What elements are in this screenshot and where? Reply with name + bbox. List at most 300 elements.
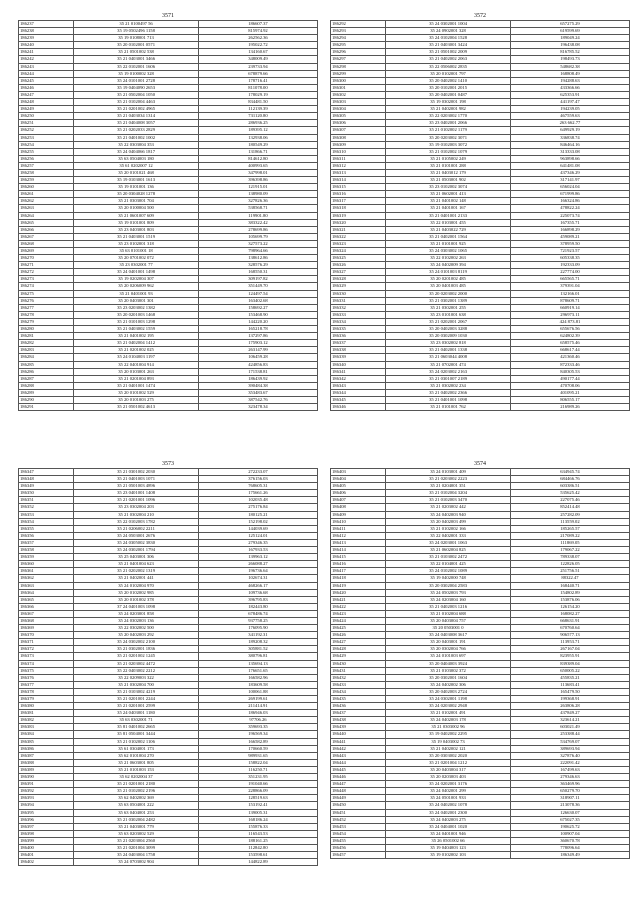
table-row — [19, 63, 318, 70]
amount-cell: 603386.51 — [510, 483, 629, 490]
record-id-cell: 186345 — [331, 396, 386, 403]
table-row — [19, 774, 318, 781]
amount-cell: 113559.02 — [510, 518, 629, 525]
cadastral-code-cell: 35 21 0403001 779 — [74, 823, 199, 830]
record-id-cell: 186334 — [331, 318, 386, 325]
table-row — [331, 347, 630, 354]
amount-cell: 279346.63 — [510, 774, 629, 781]
table-row — [331, 497, 630, 504]
table-row — [19, 575, 318, 582]
record-id-cell: 186419 — [331, 582, 386, 589]
cadastral-code-cell: 35 20 0402001 0487 — [386, 91, 511, 98]
amount-cell: 168440.71 — [510, 582, 629, 589]
record-id-cell: 186370 — [19, 632, 74, 639]
cadastral-code-cell: 35 21 0402001 1564 — [386, 233, 511, 240]
record-id-cell: 186344 — [331, 389, 386, 396]
cadastral-code-cell: 35 81 0401002 2665 — [74, 724, 199, 731]
table-row — [331, 63, 630, 70]
table-row — [331, 568, 630, 575]
amount-cell: 323614.21 — [510, 717, 629, 724]
record-id-cell: 186354 — [19, 518, 74, 525]
record-id-cell: 186347 — [19, 469, 74, 476]
record-id-cell: 186372 — [19, 646, 74, 653]
cadastral-code-cell: 35 21 0102004 688 — [386, 610, 511, 617]
cadastral-code-cell: 35 21 0105002 249 — [386, 155, 511, 162]
amount-cell: 182443.80 — [198, 603, 317, 610]
record-id-cell: 186307 — [331, 127, 386, 134]
cadastral-code-cell: 35 21 0402002 2063 — [386, 56, 511, 63]
amount-cell: 152198.02 — [198, 518, 317, 525]
amount-cell: 121915.01 — [198, 184, 317, 191]
amount-cell: 467559.63 — [510, 113, 629, 120]
cadastral-code-cell: 37 24 0401003 1098 — [74, 603, 199, 610]
amount-cell: 139963.12 — [198, 554, 317, 561]
record-id-cell: 186392 — [19, 788, 74, 795]
amount-cell: 675027.35 — [510, 816, 629, 823]
cadastral-code-cell: 35 20 0201002 485 — [386, 276, 511, 283]
amount-cell: 323478.34 — [198, 404, 317, 411]
table-row — [331, 710, 630, 717]
cadastral-code-cell: 35 24 0302001 1198 — [386, 696, 511, 703]
cadastral-code-cell: 35 21 0303001 704 — [74, 198, 199, 205]
amount-cell: 227075.46 — [510, 497, 629, 504]
record-id-cell: 186425 — [331, 625, 386, 632]
table-row — [331, 35, 630, 42]
cadastral-code-cell: 35 24 0202001 3176 — [386, 781, 511, 788]
record-id-cell: 186390 — [19, 774, 74, 781]
record-id-cell: 186312 — [331, 162, 386, 169]
amount-cell: 194288.63 — [510, 77, 629, 84]
table-row — [331, 667, 630, 674]
record-id-cell: 186306 — [331, 120, 386, 127]
record-id-cell: 186381 — [19, 710, 74, 717]
amount-cell: 222091.42 — [510, 759, 629, 766]
cadastral-code-cell: 35 21 0103002 372 — [386, 667, 511, 674]
amount-cell: 131866.71 — [198, 148, 317, 155]
cadastral-code-cell: 35 21 0403012 179 — [386, 169, 511, 176]
cadastral-code-cell: 35 21 0501002 2009 — [386, 49, 511, 56]
amount-cell: 167933.53 — [198, 547, 317, 554]
table-row — [331, 582, 630, 589]
amount-cell: 176651.65 — [198, 667, 317, 674]
record-id-cell: 186406 — [331, 490, 386, 497]
record-id-cell: 186331 — [331, 297, 386, 304]
record-id-cell: 186452 — [331, 816, 386, 823]
table-row — [331, 240, 630, 247]
amount-cell: 353483.67 — [198, 389, 317, 396]
record-id-cell: 186305 — [331, 113, 386, 120]
cadastral-code-cell: 35 21 0201001 2180 — [74, 781, 199, 788]
record-id-cell: 186333 — [331, 311, 386, 318]
cadastral-code-cell: 35 63 0504001 222 — [74, 802, 199, 809]
cadastral-code-cell: 35 21 0402002 2366 — [386, 389, 511, 396]
amount-cell: 906577.13 — [510, 632, 629, 639]
cadastral-code-cell: 35 21 0401001 167 — [386, 205, 511, 212]
cadastral-code-cell: 35 24 0402003 940 — [386, 511, 511, 518]
table-row — [19, 70, 318, 77]
table-row — [19, 347, 318, 354]
record-id-cell: 186239 — [19, 35, 74, 42]
cadastral-code-cell: 35 20 0102001 0571 — [74, 42, 199, 49]
cadastral-code-cell: 35 20 0102001 797 — [386, 70, 511, 77]
record-id-cell: 186252 — [19, 127, 74, 134]
table-row — [331, 525, 630, 532]
cadastral-code-cell: 35 21 0201002 1245 — [74, 653, 199, 660]
record-id-cell: 186432 — [331, 674, 386, 681]
table-row — [331, 248, 630, 255]
amount-cell: 111869.05 — [510, 539, 629, 546]
cadastral-code-cell: 35 20 0404003 3924 — [386, 660, 511, 667]
amount-cell: 144039.69 — [198, 525, 317, 532]
record-id-cell: 186456 — [331, 844, 386, 851]
table-row — [331, 177, 630, 184]
cadastral-code-cell: 35 61 0202007 12 — [74, 162, 199, 169]
cadastral-code-cell: 35 21 0301007 2189 — [386, 375, 511, 382]
cadastral-code-cell: 35 24 0402009 394 — [386, 262, 511, 269]
cadastral-code-cell: 35 20 0402003 499 — [386, 518, 511, 525]
table-row — [331, 120, 630, 127]
amount-cell: 170660.59 — [198, 745, 317, 752]
cadastral-code-cell: 35 20 0302001 1604 — [386, 674, 511, 681]
amount-cell: 180549.29 — [198, 141, 317, 148]
cadastral-code-cell: 35 20 0402003 292 — [74, 632, 199, 639]
record-id-cell: 186339 — [331, 354, 386, 361]
record-id-cell: 186374 — [19, 660, 74, 667]
record-id-cell: 186387 — [19, 752, 74, 759]
record-id-cell: 186289 — [19, 389, 74, 396]
cadastral-code-cell: 35 21 0303002 96 — [386, 724, 511, 731]
table-row — [331, 148, 630, 155]
record-id-cell: 186254 — [19, 141, 74, 148]
amount-cell: 603021.49 — [510, 724, 629, 731]
cadastral-code-cell: 35 21 0402002 121 — [386, 745, 511, 752]
cadastral-code-cell: 35 24 0402003 178 — [386, 717, 511, 724]
amount-cell: 158822.04 — [198, 759, 317, 766]
amount-cell: 176095.90 — [198, 625, 317, 632]
amount-cell: 189208.32 — [198, 639, 317, 646]
ledger-table — [18, 20, 318, 411]
table-row — [331, 688, 630, 695]
record-id-cell: 186348 — [19, 476, 74, 483]
table-row — [331, 547, 630, 554]
table-row — [19, 42, 318, 49]
amount-cell: 186607.37 — [198, 21, 317, 28]
record-id-cell: 186418 — [331, 575, 386, 582]
table-row — [331, 311, 630, 318]
record-id-cell: 186274 — [19, 283, 74, 290]
table-row — [19, 155, 318, 162]
table-row — [19, 212, 318, 219]
table-row — [331, 297, 630, 304]
record-id-cell: 186375 — [19, 667, 74, 674]
cadastral-code-cell: 35 24 0501001 933 — [386, 795, 511, 802]
cadastral-code-cell: 35 24 0402002 306 — [386, 681, 511, 688]
cadastral-code-cell: 35 23 0403001 803 — [74, 226, 199, 233]
table-row — [331, 561, 630, 568]
table-row — [331, 198, 630, 205]
table-row — [19, 184, 318, 191]
cadastral-code-cell: 35 21 0103002 2472 — [386, 554, 511, 561]
record-id-cell: 186341 — [331, 368, 386, 375]
record-id-cell: 186291 — [19, 404, 74, 411]
table-row — [19, 795, 318, 802]
record-id-cell: 186279 — [19, 318, 74, 325]
amount-cell: 768605.31 — [198, 483, 317, 490]
cadastral-code-cell: 35 19 0404003 123 — [386, 844, 511, 851]
amount-cell: 668617.44 — [510, 347, 629, 354]
table-row — [331, 113, 630, 120]
cadastral-code-cell: 35 21 0102001 491 — [386, 710, 511, 717]
cadastral-code-cell: 35 21 0401001 1098 — [386, 396, 511, 403]
table-row — [331, 404, 630, 411]
record-id-cell: 186436 — [331, 703, 386, 710]
table-row — [19, 745, 318, 752]
record-id-cell: 186416 — [331, 561, 386, 568]
table-row — [19, 837, 318, 844]
table-row — [19, 226, 318, 233]
amount-cell: 684466.76 — [510, 476, 629, 483]
amount-cell: 178029.19 — [198, 91, 317, 98]
table-row — [331, 269, 630, 276]
amount-cell: 605338.35 — [510, 255, 629, 262]
table-row — [331, 476, 630, 483]
table-row — [331, 21, 630, 28]
amount-cell: 119901.80 — [198, 212, 317, 219]
record-id-cell: 186257 — [19, 162, 74, 169]
amount-cell: 163402.68 — [198, 297, 317, 304]
record-id-cell: 186318 — [331, 205, 386, 212]
record-id-cell: 186356 — [19, 532, 74, 539]
cadastral-code-cell: 35 81 0504001 3444 — [74, 731, 199, 738]
cadastral-code-cell: 35 21 0101003 1298 — [74, 318, 199, 325]
amount-cell: 126630.07 — [510, 809, 629, 816]
cadastral-code-cell: 35 24 0102004 970 — [74, 582, 199, 589]
cadastral-code-cell: 35 21 0302001 255 — [386, 304, 511, 311]
cadastral-code-cell: 35 21 0201002 4965 — [74, 106, 199, 113]
cadastral-code-cell: 35 21 0201002 025 — [74, 347, 199, 354]
table-row — [331, 653, 630, 660]
record-id-cell: 186415 — [331, 554, 386, 561]
cadastral-code-cell: 35 21 0403022 729 — [386, 226, 511, 233]
cadastral-code-cell: 35 21 0402001 1338 — [386, 347, 511, 354]
record-id-cell: 186260 — [19, 184, 74, 191]
table-row — [19, 497, 318, 504]
amount-cell: 168186.24 — [198, 816, 317, 823]
amount-cell: 383322.42 — [198, 219, 317, 226]
cadastral-code-cell: 35 20 0102001 2015 — [386, 84, 511, 91]
amount-cell: 317141.97 — [510, 177, 629, 184]
table-row — [19, 141, 318, 148]
cadastral-code-cell: 35 21 0702001 474 — [386, 361, 511, 368]
cadastral-code-cell: 35 23 0102002 3074 — [386, 184, 511, 191]
table-row — [19, 127, 318, 134]
table-row — [331, 290, 630, 297]
table-row — [331, 304, 630, 311]
table-row — [19, 710, 318, 717]
table-row — [331, 625, 630, 632]
table-row — [19, 148, 318, 155]
record-id-cell: 186440 — [331, 731, 386, 738]
table-row — [19, 625, 318, 632]
cadastral-code-cell: 35 21 0201004 3099 — [74, 844, 199, 851]
record-id-cell: 186355 — [19, 525, 74, 532]
cadastral-code-cell: 35 21 0602004 825 — [386, 547, 511, 554]
record-id-cell: 186273 — [19, 276, 74, 283]
cadastral-code-cell: 35 20 0302004 2583 — [386, 582, 511, 589]
cadastral-code-cell: 35 21 0402001 982 — [386, 106, 511, 113]
cadastral-code-cell: 35 21 0201004 893 — [74, 375, 199, 382]
cadastral-code-cell: 35 20 0103001 263 — [74, 368, 199, 375]
amount-cell: 455835.21 — [510, 674, 629, 681]
cadastral-code-cell: 35 21 0302001 1389 — [386, 297, 511, 304]
cadastral-code-cell: 35 23 0401001 1408 — [74, 490, 199, 497]
table-row — [331, 717, 630, 724]
record-id-cell: 186388 — [19, 759, 74, 766]
table-row — [331, 134, 630, 141]
cadastral-code-cell: 35 24 0203004 160 — [386, 596, 511, 603]
amount-cell: 670760.64 — [510, 625, 629, 632]
table-row — [19, 177, 318, 184]
amount-cell: 634945.74 — [510, 469, 629, 476]
cadastral-code-cell: 35 20 0201003 1468 — [74, 311, 199, 318]
table-row — [19, 375, 318, 382]
table-row — [331, 781, 630, 788]
amount-cell: 185265.57 — [510, 525, 629, 532]
amount-cell: 657275.29 — [510, 21, 629, 28]
table-row — [331, 681, 630, 688]
record-id-cell: 186437 — [331, 710, 386, 717]
cadastral-code-cell: 35 21 0206002 2211 — [74, 525, 199, 532]
amount-cell: 658575.46 — [510, 340, 629, 347]
amount-cell: 125124.01 — [198, 532, 317, 539]
amount-cell: 433366.66 — [510, 84, 629, 91]
table-row — [19, 333, 318, 340]
record-id-cell: 186368 — [19, 617, 74, 624]
record-id-cell: 186263 — [19, 205, 74, 212]
cadastral-code-cell: 35 21 0203004 2560 — [74, 837, 199, 844]
record-id-cell: 186401 — [19, 852, 74, 859]
table-row — [19, 304, 318, 311]
record-id-cell: 186285 — [19, 361, 74, 368]
cadastral-code-cell: 35 62 0202004 37 — [74, 774, 199, 781]
table-row — [19, 731, 318, 738]
table-row — [331, 368, 630, 375]
cadastral-code-cell: 35 21 0102004 3204 — [386, 490, 511, 497]
cadastral-code-cell: 35 24 0203001 858 — [74, 610, 199, 617]
amount-cell: 88322.47 — [510, 575, 629, 582]
table-row — [331, 106, 630, 113]
amount-cell: 183609.58 — [198, 681, 317, 688]
cadastral-code-cell: 35 20 0203002 3071 — [386, 134, 511, 141]
table-row — [19, 752, 318, 759]
record-id-cell: 186330 — [331, 290, 386, 297]
record-id-cell: 186420 — [331, 589, 386, 596]
amount-cell: 155876.33 — [198, 823, 317, 830]
record-id-cell: 186327 — [331, 269, 386, 276]
cadastral-code-cell: 35 20 0403001 301 — [74, 297, 199, 304]
table-row — [331, 283, 630, 290]
amount-cell: 138980.09 — [198, 191, 317, 198]
cadastral-code-cell: 35 19 0108001 713 — [74, 35, 199, 42]
record-id-cell: 186363 — [19, 582, 74, 589]
amount-cell: 379391.04 — [510, 283, 629, 290]
cadastral-code-cell: 35 22 0302002 500 — [74, 625, 199, 632]
table-row — [331, 809, 630, 816]
table-row — [331, 575, 630, 582]
cadastral-code-cell: 35 21 0601007 609 — [74, 212, 199, 219]
record-id-cell: 186362 — [19, 575, 74, 582]
amount-cell: 167499.63 — [510, 766, 629, 773]
table-row — [19, 816, 318, 823]
record-id-cell: 186335 — [331, 326, 386, 333]
table-row — [19, 674, 318, 681]
record-id-cell: 186310 — [331, 148, 386, 155]
cadastral-code-cell: 35 19 0404090 2653 — [74, 84, 199, 91]
amount-cell: 175903.12 — [198, 340, 317, 347]
record-id-cell: 186265 — [19, 219, 74, 226]
cadastral-code-cell: 35 21 0203002 2223 — [386, 476, 511, 483]
cadastral-code-cell: 35 24 0502003 793 — [386, 589, 511, 596]
cadastral-code-cell: 35 24 0302003 136 — [74, 617, 199, 624]
record-id-cell: 186293 — [331, 28, 386, 35]
record-id-cell: 186286 — [19, 368, 74, 375]
table-row — [19, 681, 318, 688]
cadastral-code-cell: 35 21 0301002 2030 — [74, 469, 199, 476]
table-row — [331, 169, 630, 176]
amount-cell: 171538.81 — [198, 368, 317, 375]
cadastral-code-cell: 35 62 0101004 270 — [74, 752, 199, 759]
table-row — [19, 738, 318, 745]
cadastral-code-cell: 35 22 0203002 1770 — [386, 113, 511, 120]
amount-cell: 937758.25 — [198, 617, 317, 624]
amount-cell: 158692.27 — [198, 304, 317, 311]
amount-cell: 360670.78 — [510, 837, 629, 844]
record-id-cell: 186275 — [19, 290, 74, 297]
record-id-cell: 186242 — [19, 56, 74, 63]
record-id-cell: 186269 — [19, 248, 74, 255]
amount-cell: 421360.46 — [510, 354, 629, 361]
amount-cell: 678879.66 — [198, 70, 317, 77]
table-row — [331, 42, 630, 49]
amount-cell: 650005.22 — [510, 667, 629, 674]
table-row — [19, 788, 318, 795]
table-row — [331, 532, 630, 539]
amount-cell: 538568.71 — [198, 205, 317, 212]
record-id-cell: 186346 — [331, 404, 386, 411]
record-id-cell: 186244 — [19, 70, 74, 77]
amount-cell: 806555.17 — [510, 396, 629, 403]
record-id-cell: 186248 — [19, 99, 74, 106]
table-row — [331, 361, 630, 368]
amount-cell: 228866.09 — [198, 788, 317, 795]
amount-cell: 839389.04 — [510, 660, 629, 667]
cadastral-code-cell: 35 63 0302001 71 — [74, 717, 199, 724]
cadastral-code-cell: 35 23 0302004 203 — [74, 504, 199, 511]
record-id-cell: 186326 — [331, 262, 386, 269]
cadastral-code-cell: 35 24 0305002 3830 — [74, 539, 199, 546]
amount-cell: 286936.25 — [198, 120, 317, 127]
table-row — [19, 830, 318, 837]
amount-cell: 468266.17 — [198, 582, 317, 589]
table-row — [19, 476, 318, 483]
cadastral-code-cell: 35 24 0101001 2728 — [74, 77, 199, 84]
amount-cell: 186946.03 — [198, 710, 317, 717]
record-id-cell: 186300 — [331, 77, 386, 84]
amount-cell: 153876.06 — [510, 596, 629, 603]
cadastral-code-cell: 35 20 0101003 275 — [74, 396, 199, 403]
amount-cell: 180125.21 — [198, 511, 317, 518]
table-row — [331, 504, 630, 511]
